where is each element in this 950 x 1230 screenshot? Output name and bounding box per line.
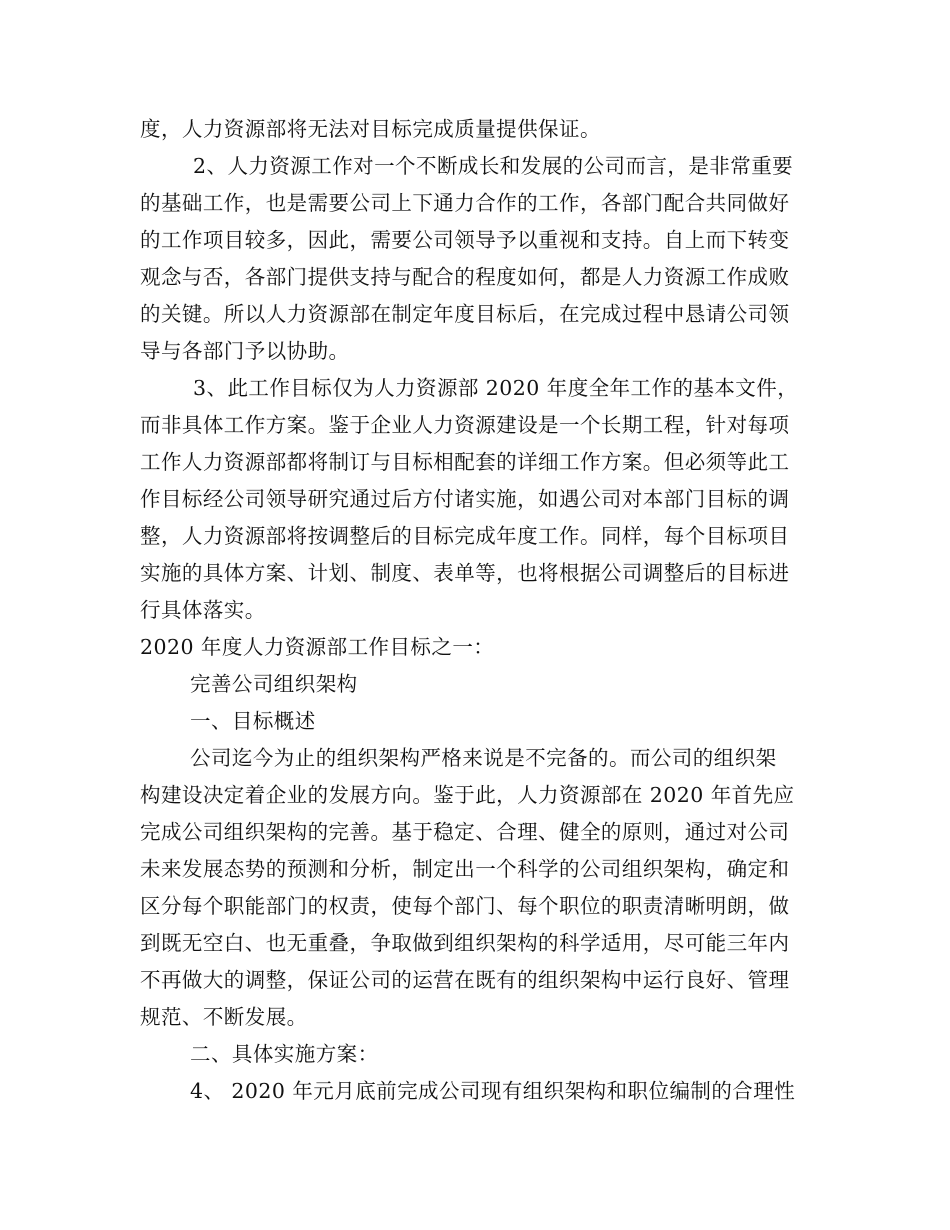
section-heading: 2020 年度人力资源部工作目标之一： [140, 635, 495, 659]
paragraph-line: 未来发展态势的预测和分析，制定出一个科学的公司组织架构，确定和 [140, 857, 790, 881]
paragraph-line: 公司迄今为止的组织架构严格来说是不完备的。而公司的组织架 [190, 746, 777, 770]
paragraph-line: 的工作项目较多，因此，需要公司领导予以重视和支持。自上而下转变 [140, 228, 790, 252]
paragraph-line: 规范、不断发展。 [140, 1005, 308, 1029]
paragraph-line: 而非具体工作方案。鉴于企业人力资源建设是一个长期工程，针对每项 [140, 413, 790, 437]
paragraph-line: 导与各部门予以协助。 [140, 339, 350, 363]
paragraph-line: 度，人力资源部将无法对目标完成质量提供保证。 [140, 117, 601, 141]
paragraph-line: 的基础工作，也是需要公司上下通力合作的工作，各部门配合共同做好 [140, 191, 790, 215]
paragraph-line: 2、人力资源工作对一个不断成长和发展的公司而言，是非常重要 [193, 154, 794, 178]
paragraph-line: 构建设决定着企业的发展方向。鉴于此，人力资源部在 2020 年首先应 [140, 783, 795, 807]
paragraph-line: 完成公司组织架构的完善。基于稳定、合理、健全的原则，通过对公司 [140, 820, 790, 844]
paragraph-line: 的关键。所以人力资源部在制定年度目标后，在完成过程中恳请公司领 [140, 302, 790, 326]
paragraph-line: 工作人力资源部都将制订与目标相配套的详细工作方案。但必须等此工 [140, 450, 790, 474]
paragraph-line: 区分每个职能部门的权责，使每个部门、每个职位的职责清晰明朗，做 [140, 894, 790, 918]
section-subheading: 一、目标概述 [190, 709, 316, 733]
paragraph-line: 实施的具体方案、计划、制度、表单等，也将根据公司调整后的目标进 [140, 561, 790, 585]
paragraph-line: 行具体落实。 [140, 598, 266, 622]
paragraph-line: 到既无空白、也无重叠，争取做到组织架构的科学适用，尽可能三年内 [140, 931, 790, 955]
paragraph-line: 4、 2020 年元月底前完成公司现有组织架构和职位编制的合理性 [190, 1079, 796, 1103]
section-subheading: 完善公司组织架构 [190, 672, 358, 696]
paragraph-line: 观念与否，各部门提供支持与配合的程度如何，都是人力资源工作成败 [140, 265, 790, 289]
paragraph-line: 不再做大的调整，保证公司的运营在既有的组织架构中运行良好、管理 [140, 968, 790, 992]
section-subheading: 二、具体实施方案： [190, 1042, 379, 1066]
paragraph-line: 整，人力资源部将按调整后的目标完成年度工作。同样，每个目标项目 [140, 524, 790, 548]
paragraph-line: 作目标经公司领导研究通过后方付诸实施，如遇公司对本部门目标的调 [140, 487, 790, 511]
paragraph-line: 3、此工作目标仅为人力资源部 2020 年度全年工作的基本文件， [193, 376, 799, 400]
